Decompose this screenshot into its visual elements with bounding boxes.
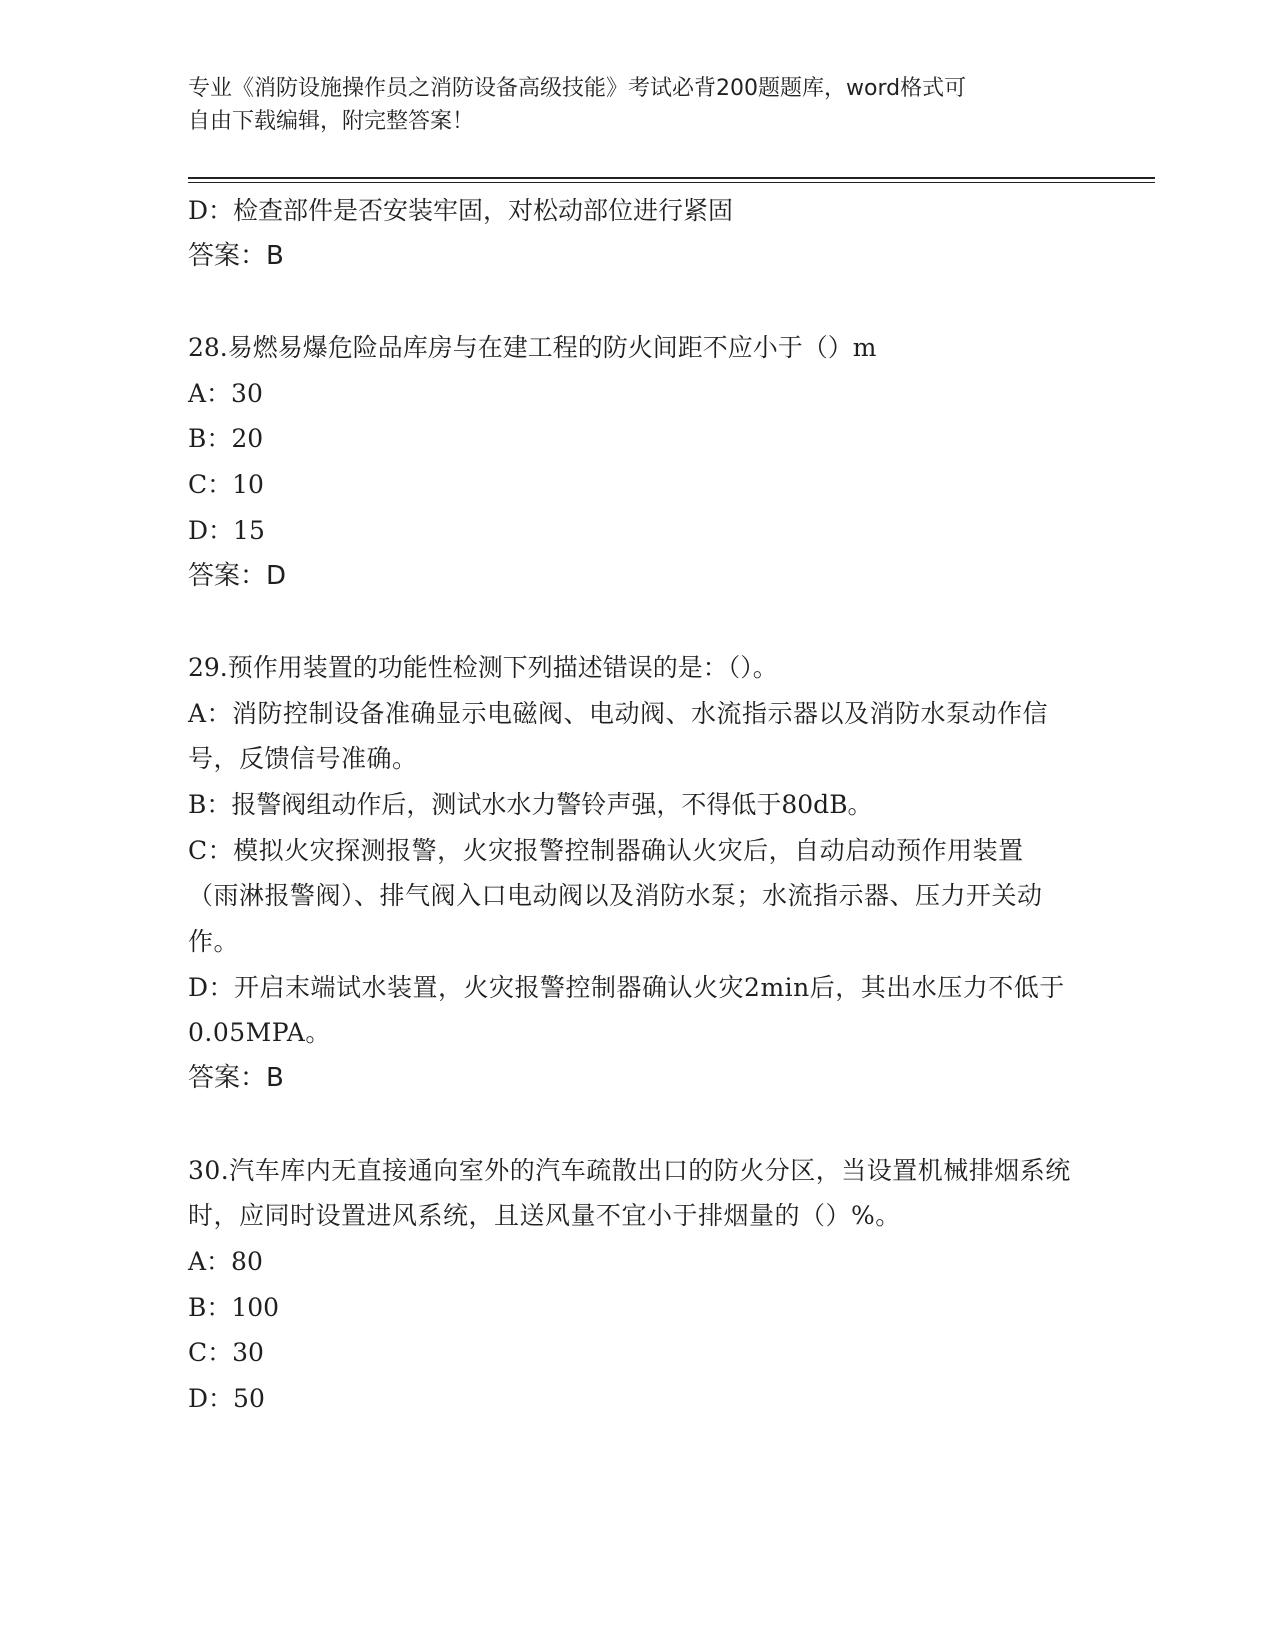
option-a: A：消防控制设备准确显示电磁阀、电动阀、水流指示器以及消防水泵动作信号，反馈信号准确。: [188, 698, 1049, 774]
question-list: [188, 188, 1088, 1422]
option-c: C：模拟火灾探测报警，火灾报警控制器确认火灾后，自动启动预作用装置（雨淋报警阀）、排气阀入口电动阀以及消防水泵；水流指示器、压力开关动作。: [188, 835, 1043, 957]
option-d: D：50: [188, 1384, 265, 1414]
question-28: [188, 325, 1088, 599]
question-30: [188, 1148, 1088, 1422]
question-27-tail: [188, 188, 1088, 279]
option-b: B：报警阀组动作后，测试水水力警铃声强，不得低于80dB。: [188, 789, 873, 819]
option-d: D：检查部件是否安装牢固，对松动部位进行紧固: [188, 196, 734, 225]
spacer: [188, 279, 1088, 325]
question-stem: 28.易燃易爆危险品库房与在建工程的防火间距不应小于（）m: [188, 333, 877, 363]
answer-line: 答案：B: [188, 240, 284, 271]
spacer: [188, 1102, 1088, 1148]
header-title-line-1: 专业《消防设施操作员之消防设备高级技能》考试必背200题题库，word格式可: [188, 76, 967, 101]
option-b: B：100: [188, 1292, 280, 1322]
option-a: A：80: [188, 1246, 263, 1276]
answer-line: 答案：B: [188, 1063, 284, 1094]
header-title-line-2: 自由下载编辑，附完整答案！: [188, 109, 475, 134]
question-stem: 29.预作用装置的功能性检测下列描述错误的是：（）。: [188, 652, 778, 682]
header-divider-thin: [188, 182, 1155, 183]
option-c: C：30: [188, 1338, 264, 1368]
question-29: [188, 645, 1088, 1102]
spacer: [188, 599, 1088, 645]
option-d: D：开启末端试水装置，火灾报警控制器确认火灾2min后，其出水压力不低于0.05MPA。: [188, 972, 1065, 1048]
option-d: D：15: [188, 515, 265, 545]
document-header: [188, 72, 1088, 138]
option-c: C：10: [188, 470, 264, 500]
option-a: A：30: [188, 378, 263, 408]
answer-line: 答案：D: [188, 560, 287, 591]
header-divider-thick: [188, 177, 1155, 179]
question-stem: 30.汽车库内无直接通向室外的汽车疏散出口的防火分区，当设置机械排烟系统时，应同时设置进风系统，且送风量不宜小于排烟量的（）%。: [188, 1155, 1071, 1231]
option-b: B：20: [188, 424, 264, 454]
